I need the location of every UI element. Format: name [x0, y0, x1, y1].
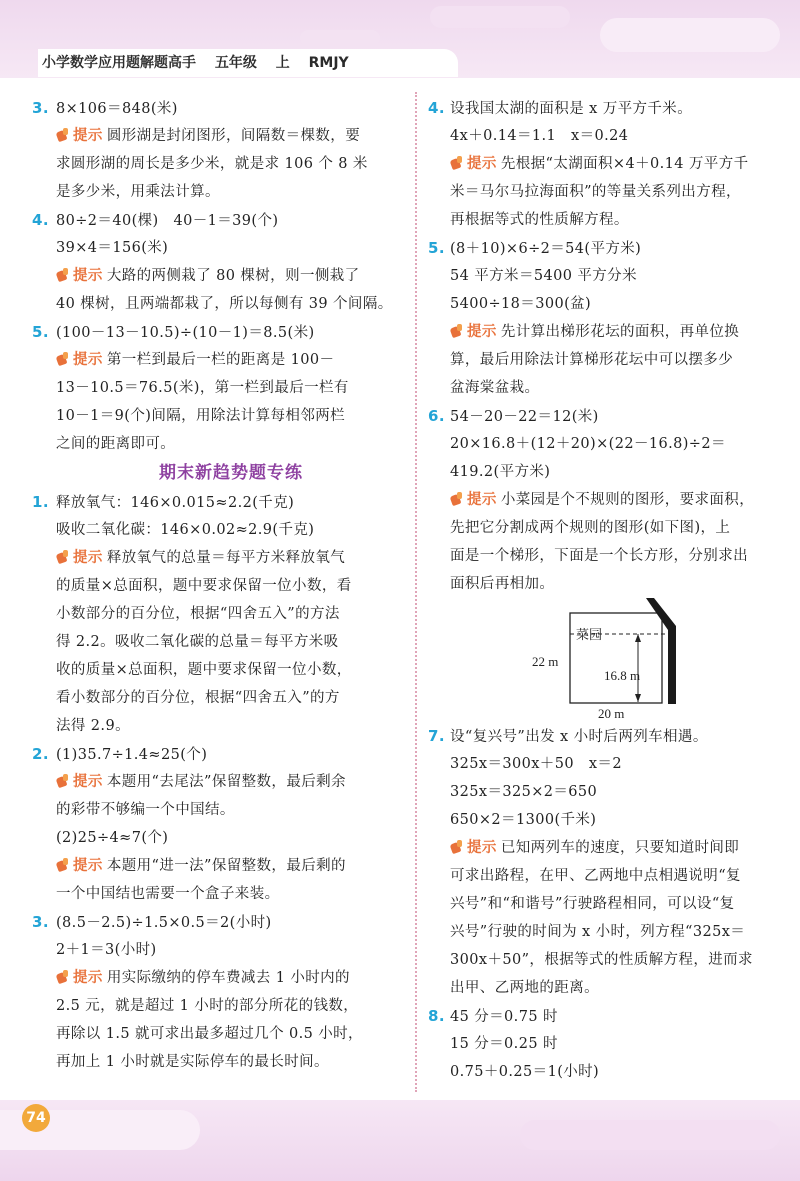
line-text: 本题用“去尾法”保留整数，最后剩余 — [106, 774, 346, 790]
left-line — [56, 852, 406, 880]
left-line — [56, 712, 406, 740]
book-edition: RMJY — [308, 55, 349, 71]
left-line — [56, 262, 406, 290]
left-line — [56, 992, 406, 1020]
line-text: 54 平方米＝5400 平方分米 — [450, 268, 637, 284]
book-title — [42, 52, 363, 72]
line-text: 的彩带不够编一个中国结。 — [56, 802, 235, 818]
left-line — [56, 1020, 406, 1048]
figure-label-bottom: 20 m — [598, 706, 625, 721]
right-line — [428, 750, 790, 778]
line-text: 盆海棠盆栽。 — [450, 380, 540, 396]
hint-icon — [450, 840, 464, 854]
right-line — [428, 722, 790, 750]
left-line — [56, 964, 406, 992]
figure-label-garden: 菜园 — [576, 627, 603, 642]
garden-figure — [488, 598, 790, 722]
left-line — [56, 1048, 406, 1076]
line-text: 得 2.2。吸收二氧化碳的总量＝每平方米吸 — [56, 634, 339, 650]
hint-label: 提示 — [73, 858, 103, 874]
left-line — [56, 600, 406, 628]
line-text: 一个中国结也需要一个盒子来装。 — [56, 886, 280, 902]
line-text: 先根据“太湖面积×4＋0.14 万平方千 — [500, 156, 749, 172]
arrow-head-up — [635, 634, 641, 642]
question-number: 5. — [428, 239, 445, 257]
hint-icon — [56, 352, 70, 366]
book-grade: 五年级 — [214, 55, 257, 71]
line-text: 法得 2.9。 — [56, 718, 130, 734]
header-decoration — [600, 18, 780, 52]
garden-diagram — [488, 598, 688, 722]
line-text: 收的质量×总面积，题中要求保留一位小数， — [56, 662, 352, 678]
right-line — [428, 514, 790, 542]
figure-label-inner: 16.8 m — [604, 668, 641, 683]
left-column — [32, 94, 406, 1076]
left-line — [56, 684, 406, 712]
right-line — [428, 974, 790, 1002]
right-line — [428, 806, 790, 834]
left-line — [32, 318, 406, 346]
line-text: 20×16.8＋(12＋20)×(22－16.8)÷2＝ — [450, 436, 726, 452]
left-line — [56, 880, 406, 908]
header-decoration — [430, 6, 570, 28]
line-text: 10－1＝9(个)间隔，用除法计算每相邻两栏 — [56, 408, 346, 424]
line-text: 已知两列车的速度，只要知道时间即 — [500, 840, 740, 856]
line-text: 2.5 元，就是超过 1 小时的部分所花的钱数， — [56, 998, 359, 1014]
question-number: 8. — [428, 1007, 445, 1025]
line-text: 吸收二氧化碳：146×0.02≈2.9(千克) — [56, 522, 315, 538]
wall-shape — [646, 598, 676, 704]
right-line — [428, 834, 790, 862]
right-line — [428, 458, 790, 486]
right-line — [428, 1030, 790, 1058]
line-text: 650×2＝1300(千米) — [450, 812, 597, 828]
figure-label-left: 22 m — [532, 654, 559, 669]
right-line — [428, 234, 790, 262]
right-line — [428, 1058, 790, 1086]
footer-decoration — [520, 1120, 780, 1150]
right-line — [428, 346, 790, 374]
book-term: 上 — [275, 55, 290, 71]
line-text: 求圆形湖的周长是多少米，就是求 106 个 8 米 — [56, 156, 368, 172]
right-line — [428, 94, 790, 122]
right-line — [428, 1002, 790, 1030]
line-text: 325x＝325×2＝650 — [450, 784, 598, 800]
line-text: (8＋10)×6÷2＝54(平方米) — [450, 241, 642, 257]
hint-icon — [450, 324, 464, 338]
right-line — [428, 778, 790, 806]
right-line — [428, 402, 790, 430]
line-text: 0.75＋0.25＝1(小时) — [450, 1064, 600, 1080]
line-text: 是多少米，用乘法计算。 — [56, 184, 220, 200]
hint-icon — [56, 774, 70, 788]
line-text: 用实际缴纳的停车费减去 1 小时内的 — [106, 970, 350, 986]
line-text: 15 分＝0.25 时 — [450, 1036, 558, 1052]
hint-icon — [56, 858, 70, 872]
question-number: 4. — [428, 99, 445, 117]
line-text: 54－20－22＝12(米) — [450, 409, 599, 425]
line-text: 先计算出梯形花坛的面积，再单位换 — [500, 324, 740, 340]
right-line — [428, 150, 790, 178]
question-number: 5. — [32, 323, 49, 341]
left-line — [56, 768, 406, 796]
hint-icon — [56, 128, 70, 142]
left-line — [56, 656, 406, 684]
left-line — [56, 374, 406, 402]
left-line — [56, 516, 406, 544]
line-text: 13－10.5＝76.5(米)，第一栏到最后一栏有 — [56, 380, 349, 396]
hint-label: 提示 — [467, 840, 497, 856]
hint-label: 提示 — [467, 492, 497, 508]
right-line — [428, 262, 790, 290]
right-line — [428, 890, 790, 918]
right-line — [428, 570, 790, 598]
line-text: 419.2(平方米) — [450, 464, 551, 480]
book-title-text: 小学数学应用题解题高手 — [42, 55, 196, 71]
question-number: 3. — [32, 99, 49, 117]
right-line — [428, 542, 790, 570]
left-line — [56, 122, 406, 150]
line-text: 设我国太湖的面积是 x 万平方千米。 — [450, 101, 693, 117]
left-line — [56, 178, 406, 206]
footer-band — [0, 1100, 800, 1181]
line-text: 的质量×总面积，题中要求保留一位小数，看 — [56, 578, 352, 594]
right-line — [428, 486, 790, 514]
line-text: 325x＝300x＋50 x＝2 — [450, 756, 622, 772]
line-text: 40 棵树，且两端都栽了，所以每侧有 39 个间隔。 — [56, 296, 393, 312]
right-line — [428, 178, 790, 206]
hint-label: 提示 — [73, 970, 103, 986]
hint-label: 提示 — [73, 352, 103, 368]
line-text: 释放氧气：146×0.015≈2.2(千克) — [56, 495, 295, 511]
line-text: 8×106＝848(米) — [56, 101, 178, 117]
left-line — [32, 908, 406, 936]
left-line — [56, 402, 406, 430]
header-decoration — [300, 30, 380, 46]
right-line — [428, 206, 790, 234]
hint-label: 提示 — [73, 774, 103, 790]
right-line — [428, 374, 790, 402]
line-text: (2)25÷4≈7(个) — [56, 830, 169, 846]
line-text: 出甲、乙两地的距离。 — [450, 980, 599, 996]
line-text: 小菜园是个不规则的图形，要求面积， — [500, 492, 755, 508]
line-text: 释放氧气的总量＝每平方米释放氧气 — [106, 550, 346, 566]
left-line — [56, 572, 406, 600]
line-text: 可求出路程，在甲、乙两地中点相遇说明“复 — [450, 868, 741, 884]
hint-icon — [56, 970, 70, 984]
line-text: 300x＋50”，根据等式的性质解方程，进而求 — [450, 952, 753, 968]
left-line — [32, 488, 406, 516]
right-line — [428, 430, 790, 458]
line-text: 45 分＝0.75 时 — [450, 1009, 558, 1025]
hint-icon — [56, 550, 70, 564]
line-text: 先把它分割成两个规则的图形(如下图)，上 — [450, 520, 731, 536]
line-text: 圆形湖是封闭图形，间隔数＝棵数，要 — [106, 128, 361, 144]
left-line — [56, 544, 406, 572]
line-text: 4x＋0.14＝1.1 x＝0.24 — [450, 128, 629, 144]
column-divider — [415, 92, 417, 1092]
left-line — [32, 94, 406, 122]
question-number: 4. — [32, 211, 49, 229]
line-text: 再除以 1.5 就可求出最多超过几个 0.5 小时， — [56, 1026, 363, 1042]
line-text: 39×4＝156(米) — [56, 240, 169, 256]
hint-label: 提示 — [467, 156, 497, 172]
line-text: (100－13－10.5)÷(10－1)＝8.5(米) — [56, 325, 315, 341]
line-text: 再加上 1 小时就是实际停车的最长时间。 — [56, 1054, 329, 1070]
left-line — [56, 936, 406, 964]
line-text: 看小数部分的百分位，根据“四舍五入”的方 — [56, 690, 340, 706]
hint-label: 提示 — [73, 128, 103, 144]
hint-icon — [450, 492, 464, 506]
left-line — [56, 628, 406, 656]
left-line — [56, 150, 406, 178]
line-text: 之间的距离即可。 — [56, 436, 176, 452]
left-line — [56, 824, 406, 852]
line-text: 兴号”行驶的时间为 x 小时，列方程“325x＝ — [450, 924, 746, 940]
left-line — [32, 740, 406, 768]
left-line — [56, 346, 406, 374]
hint-label: 提示 — [467, 324, 497, 340]
line-text: 第一栏到最后一栏的距离是 100－ — [106, 352, 335, 368]
right-line — [428, 122, 790, 150]
left-line — [56, 290, 406, 318]
section-title: 期末新趋势题专练 — [159, 463, 303, 483]
line-text: 小数部分的百分位，根据“四舍五入”的方法 — [56, 606, 340, 622]
line-text: 2＋1＝3(小时) — [56, 942, 157, 958]
question-number: 3. — [32, 913, 49, 931]
arrow-head-down — [635, 694, 641, 702]
right-line — [428, 318, 790, 346]
line-text: 80÷2＝40(棵) 40－1＝39(个) — [56, 213, 279, 229]
line-text: 5400÷18＝300(盆) — [450, 296, 592, 312]
hint-label: 提示 — [73, 550, 103, 566]
question-number: 7. — [428, 727, 445, 745]
page-number: 74 — [22, 1104, 50, 1132]
line-text: 米＝马尔马拉海面积”的等量关系列出方程， — [450, 184, 741, 200]
line-text: 再根据等式的性质解方程。 — [450, 212, 629, 228]
line-text: 面是一个梯形，下面是一个长方形，分别求出 — [450, 548, 748, 564]
question-number: 6. — [428, 407, 445, 425]
line-text: 设“复兴号”出发 x 小时后两列车相遇。 — [450, 729, 708, 745]
line-text: (8.5－2.5)÷1.5×0.5＝2(小时) — [56, 915, 272, 931]
line-text: 大路的两侧栽了 80 棵树，则一侧栽了 — [106, 268, 360, 284]
right-line — [428, 946, 790, 974]
left-line — [56, 796, 406, 824]
left-line — [56, 234, 406, 262]
left-line — [56, 430, 406, 458]
question-number: 1. — [32, 493, 49, 511]
line-text: 面积后再相加。 — [450, 576, 555, 592]
hint-icon — [56, 268, 70, 282]
right-column — [428, 94, 790, 1086]
right-line — [428, 290, 790, 318]
line-text: 本题用“进一法”保留整数，最后剩的 — [106, 858, 346, 874]
line-text: 兴号”和“和谐号”行驶路程相同，可以设“复 — [450, 896, 735, 912]
right-line — [428, 862, 790, 890]
hint-icon — [450, 156, 464, 170]
line-text: (1)35.7÷1.4≈25(个) — [56, 747, 208, 763]
left-line — [32, 206, 406, 234]
line-text: 算，最后用除法计算梯形花坛中可以摆多少 — [450, 352, 734, 368]
hint-label: 提示 — [73, 268, 103, 284]
question-number: 2. — [32, 745, 49, 763]
right-line — [428, 918, 790, 946]
